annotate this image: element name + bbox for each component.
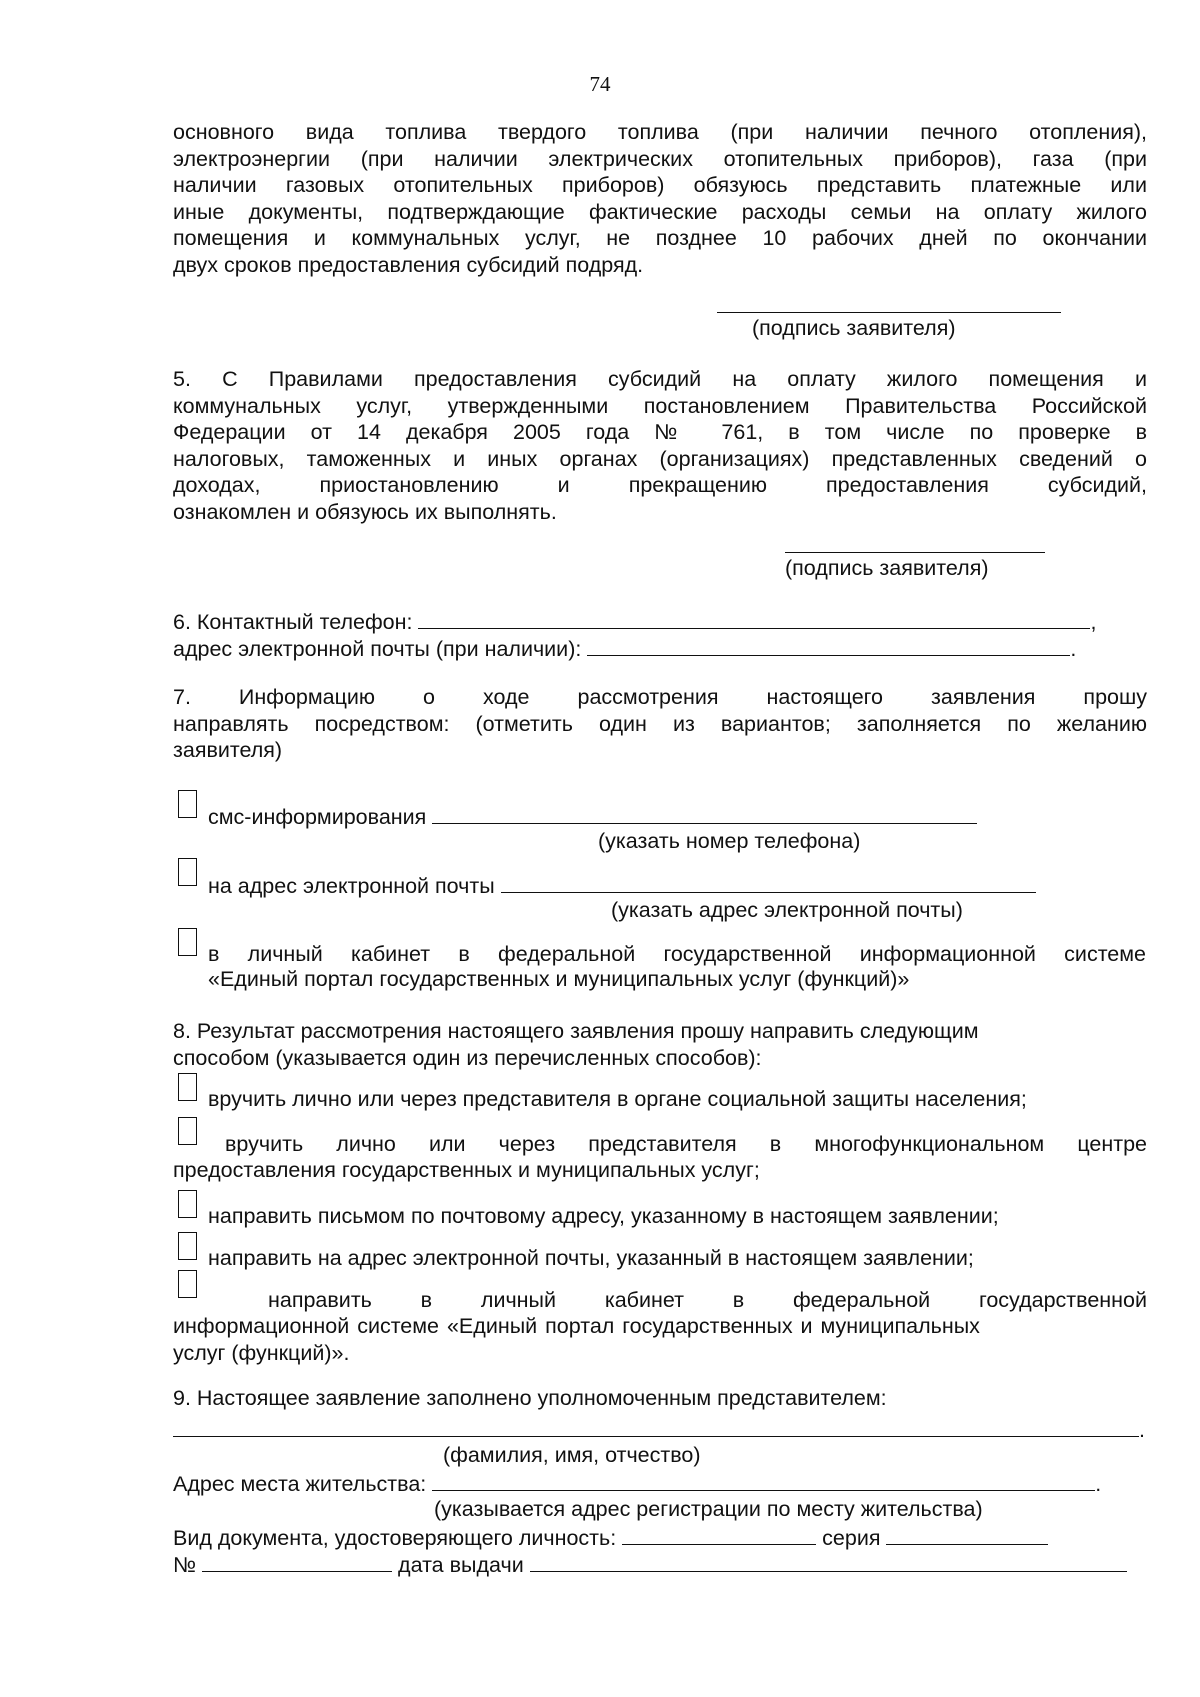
text-line: 7. Информацию о ходе рассмотрения настоящего заявления прошу: [173, 685, 1147, 709]
option-sms: [208, 803, 977, 830]
checkbox-result-2[interactable]: [178, 1117, 197, 1145]
punct: .: [1095, 1472, 1102, 1496]
hint-sms: (указать номер телефона): [598, 829, 861, 853]
issue-date-input[interactable]: [530, 1551, 1127, 1572]
text-line: ознакомлен и обязуюсь их выполнять.: [173, 499, 557, 524]
option-email-label: на адрес электронной почты: [208, 874, 495, 898]
option-email: [208, 872, 1036, 899]
section-9-title: 9. Настоящее заявление заполнено уполномоченным представителем:: [173, 1386, 887, 1410]
text-line: вручить лично или через представителя в многофункциональном центре: [225, 1132, 1147, 1156]
signature-caption: (подпись заявителя): [752, 316, 956, 340]
notify-email-input[interactable]: [501, 872, 1036, 893]
sms-phone-input[interactable]: [432, 803, 977, 824]
number-label: №: [173, 1553, 197, 1577]
document-type-input[interactable]: [622, 1524, 816, 1545]
text-line: двух сроков предоставления субсидий подряд.: [173, 252, 644, 277]
option-sms-label: смс-информирования: [208, 805, 427, 829]
option-portal: [208, 941, 1146, 968]
result-option-3: направить письмом по почтовому адресу, указанному в настоящем заявлении;: [208, 1204, 999, 1228]
text-line: иные документы, подтверждающие фактические расходы семьи на оплату жилого: [173, 199, 1147, 224]
text-line: электроэнергии (при наличии электрических отопительных приборов), газа (при: [173, 146, 1147, 171]
result-option-4: направить на адрес электронной почты, указанный в настоящем заявлении;: [208, 1246, 974, 1270]
checkbox-result-1[interactable]: [178, 1073, 197, 1101]
text-line: в личный кабинет в федеральной государственной информационной системе: [208, 942, 1146, 966]
text-line: информационной системе «Единый портал государственных и муниципальных: [173, 1314, 980, 1338]
text-line: направить в личный кабинет в федеральной государственной: [268, 1288, 1147, 1312]
email-row: [173, 635, 1076, 662]
punct: .: [1070, 637, 1077, 661]
checkbox-email[interactable]: [178, 858, 197, 886]
text-line: коммунальных услуг, утвержденными постановлением Правительства Российской: [173, 393, 1147, 418]
checkbox-result-5[interactable]: [178, 1270, 197, 1298]
number-row: [173, 1551, 1127, 1578]
email-input[interactable]: [587, 635, 1070, 656]
series-input[interactable]: [886, 1524, 1048, 1545]
address-caption: (указывается адрес регистрации по месту жительства): [434, 1497, 983, 1521]
phone-row: [173, 608, 1096, 635]
issue-date-label: дата выдачи: [398, 1553, 524, 1577]
result-option-2: [225, 1131, 1147, 1158]
signature-caption: (подпись заявителя): [785, 556, 989, 580]
text-line: заявителя): [173, 738, 283, 762]
hint-email: (указать адрес электронной почты): [611, 898, 963, 922]
text-line: наличии газовых отопительных приборов) обязуюсь представить платежные или: [173, 173, 1147, 197]
address-input[interactable]: [432, 1470, 1095, 1491]
address-label: Адрес места жительства:: [173, 1472, 427, 1496]
text-line: основного вида топлива твердого топлива (при наличии печного отопления),: [173, 120, 1147, 144]
text-line: доходах, приостановлению и прекращению предоставления субсидий,: [173, 473, 1147, 497]
section-5-text: [173, 366, 1147, 525]
document-label: Вид документа, удостоверяющего личность:: [173, 1526, 617, 1550]
text-line: налоговых, таможенных и иных органах (организациях) представленных сведений о: [173, 446, 1147, 471]
punct: ,: [1090, 610, 1097, 634]
text-line: Федерации от 14 декабря 2005 года № 761, в том числе по проверке в: [173, 420, 1147, 444]
number-input[interactable]: [202, 1551, 392, 1572]
checkbox-sms[interactable]: [178, 790, 197, 818]
email-label: адрес электронной почты (при наличии):: [173, 637, 582, 661]
signature-line[interactable]: [785, 552, 1045, 553]
name-caption: (фамилия, имя, отчество): [443, 1443, 701, 1467]
result-option-2-line2: предоставления государственных и муниципальных услуг;: [173, 1158, 760, 1182]
representative-name-row: [173, 1416, 1145, 1443]
result-option-5: [268, 1287, 1147, 1314]
section-4-text: [173, 119, 1147, 278]
checkbox-result-4[interactable]: [178, 1232, 197, 1260]
section-8-text: [173, 1018, 1147, 1071]
phone-label: 6. Контактный телефон:: [173, 610, 413, 634]
text-line: способом (указывается один из перечисленных способов):: [173, 1045, 762, 1070]
text-line: услуг (функций)».: [173, 1340, 350, 1365]
address-row: [173, 1470, 1101, 1497]
text-line: направлять посредством: (отметить один из вариантов; заполняется по желанию: [173, 711, 1147, 736]
signature-line[interactable]: [717, 312, 1061, 313]
section-7-text: [173, 684, 1147, 764]
checkbox-result-3[interactable]: [178, 1190, 197, 1218]
representative-name-input[interactable]: [173, 1416, 1139, 1437]
punct: .: [1139, 1418, 1145, 1442]
page-number: 74: [589, 72, 611, 96]
result-option-5-cont: [173, 1313, 1147, 1366]
result-option-1: вручить лично или через представителя в органе социальной защиты населения;: [208, 1087, 1027, 1111]
option-portal-line2: «Единый портал государственных и муниципальных услуг (функций)»: [208, 967, 910, 991]
series-label: серия: [822, 1526, 881, 1550]
document-row: [173, 1524, 1048, 1551]
text-line: 8. Результат рассмотрения настоящего заявления прошу направить следующим: [173, 1019, 979, 1043]
text-line: помещения и коммунальных услуг, не позднее 10 рабочих дней по окончании: [173, 226, 1147, 250]
text-line: [173, 1313, 1147, 1340]
text-line: 5. С Правилами предоставления субсидий на оплату жилого помещения и: [173, 367, 1147, 391]
phone-input[interactable]: [418, 608, 1090, 629]
checkbox-portal[interactable]: [178, 928, 197, 956]
